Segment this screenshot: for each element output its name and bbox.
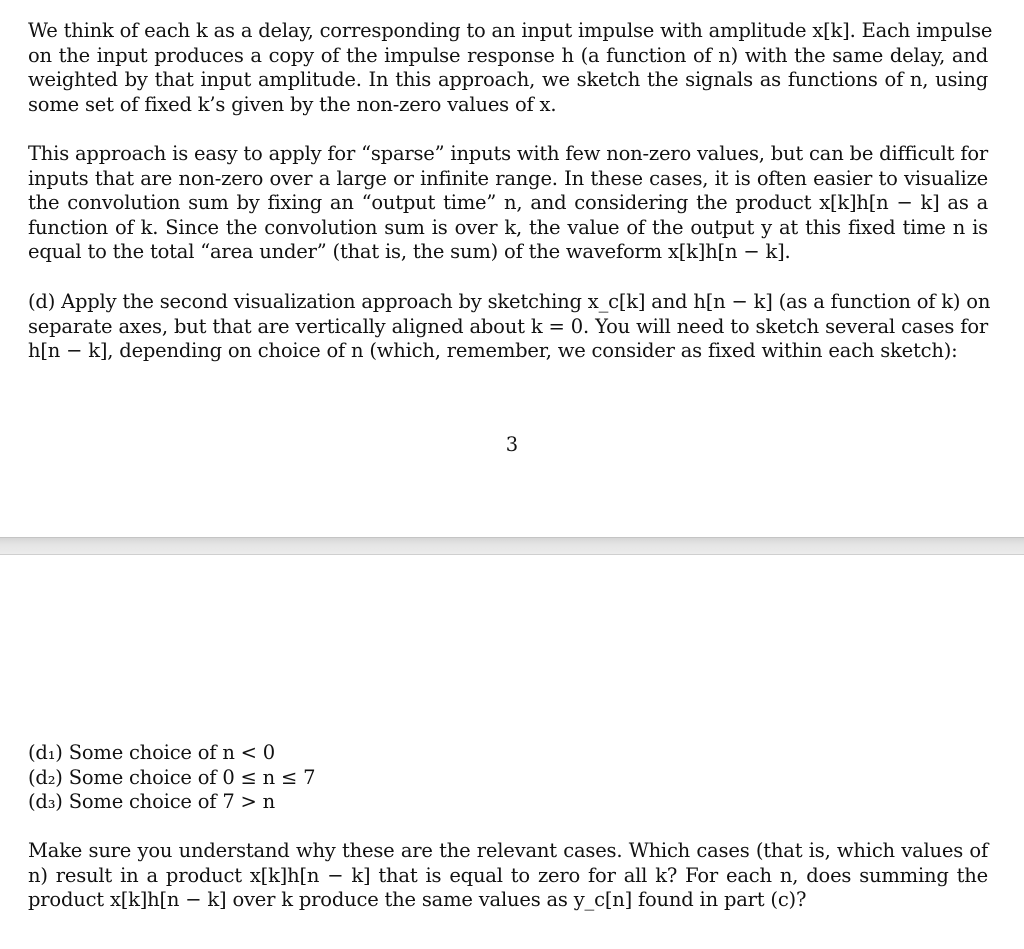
text-line: on the input produces a copy of the impulse response h (a function of n) with the same delay, and: [28, 43, 988, 67]
paragraph-relevant-cases: [28, 839, 988, 913]
text-line: equal to the total “area under” (that is, the sum) of the waveform x[k]h[n − k].: [28, 240, 791, 263]
page-number: 3: [505, 433, 519, 456]
text-line: the convolution sum by fixing an “output time” n, and considering the product x[k]h[n − k] as a: [28, 191, 988, 214]
text-line: product x[k]h[n − k] over k produce the same values as y_c[n] found in part (c)?: [28, 888, 807, 911]
paragraph-delay-impulse: [28, 19, 993, 117]
text-line: function of k. Since the convolution sum is over k, the value of the output y at this fixed time n is: [28, 215, 988, 239]
text-line: some set of fixed k’s given by the non-zero values of x.: [28, 92, 557, 116]
text-line: (d) Apply the second visualization approach by sketching x_c[k] and h[n − k] (as a function of k) on: [28, 290, 991, 313]
text-line: This approach is easy to apply for “sparse” inputs with few non-zero values, but can be difficult for: [28, 142, 988, 165]
text-line: We think of each k as a delay, corresponding to an input impulse with amplitude x[k]. Each impulse: [28, 19, 993, 42]
text-line: inputs that are non-zero over a large or infinite range. In these cases, it is often easier to visualize: [28, 166, 988, 190]
text-line: weighted by that input amplitude. In this approach, we sketch the signals as functions of n, using: [28, 68, 988, 91]
text-line: n) result in a product x[k]h[n − k] that is equal to zero for all k? For each n, does summing the: [28, 863, 988, 887]
text-line: Make sure you understand why these are the relevant cases. Which cases (that is, which values of: [28, 839, 988, 862]
paragraph-sparse-inputs: [28, 142, 988, 265]
case-item-d2: (d₂) Some choice of 0 ≤ n ≤ 7: [28, 765, 316, 789]
page-separator: [0, 537, 1024, 555]
case-list: [28, 741, 315, 815]
case-item-d1: (d₁) Some choice of n < 0: [28, 741, 276, 764]
text-line: h[n − k], depending on choice of n (which, remember, we consider as fixed within each sketch):: [28, 339, 958, 362]
paragraph-part-d: [28, 290, 991, 364]
text-line: separate axes, but that are vertically aligned about k = 0. You will need to sketch several cases for: [28, 314, 988, 338]
case-item-d3: (d₃) Some choice of 7 > n: [28, 790, 276, 813]
